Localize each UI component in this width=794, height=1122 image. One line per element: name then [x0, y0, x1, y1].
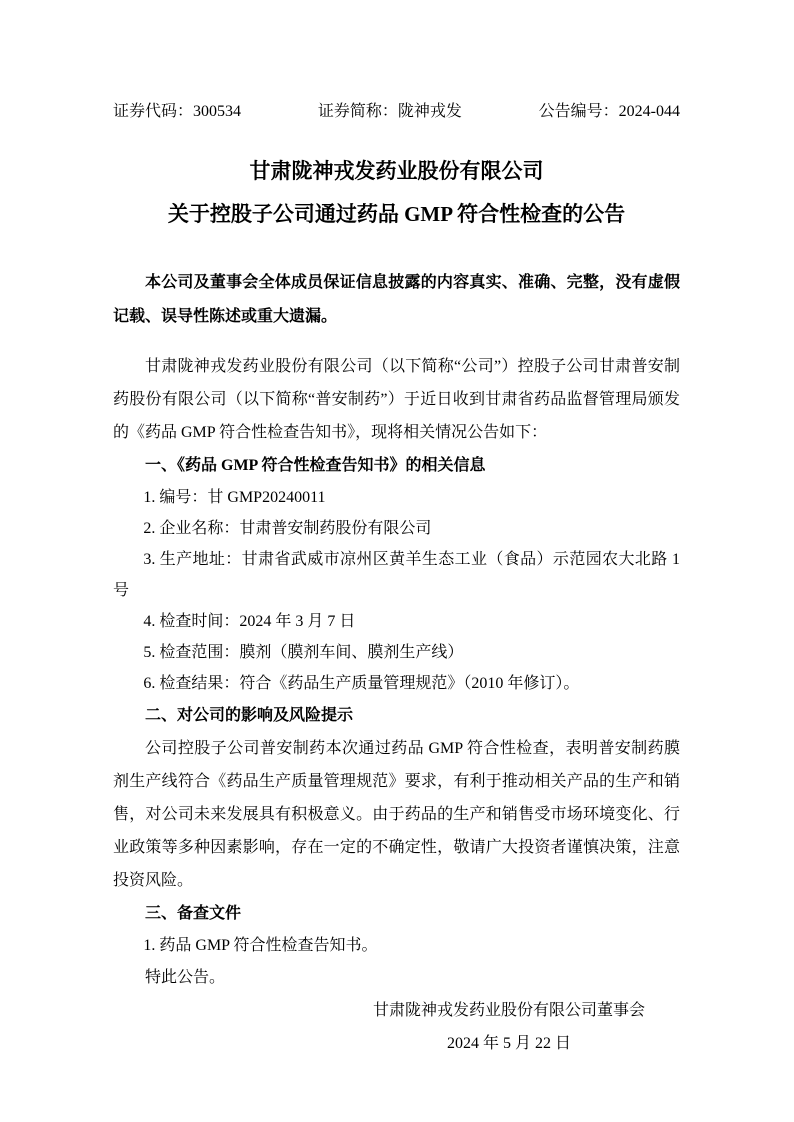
intro-paragraph: 甘肃陇神戎发药业股份有限公司（以下简称“公司”）控股子公司甘肃普安制药股份有限公司（以下简称“普安制药”）于近日收到甘肃省药品监督管理局颁发的《药品 GMP 符合性检查告知书》，现将相关情况公告如下： [113, 358, 680, 441]
section1-item-date: 4. 检查时间：2024 年 3 月 7 日 [143, 613, 356, 630]
signature-block [373, 994, 645, 1060]
section1-heading: 一、《药品 GMP 符合性检查告知书》的相关信息 [145, 457, 486, 474]
stock-code: 证券代码：300534 [113, 103, 242, 120]
section1-item-company: 2. 企业名称：甘肃普安制药股份有限公司 [143, 520, 432, 537]
section2-paragraph: 公司控股子公司普安制药本次通过药品 GMP 符合性检查，表明普安制药膜剂生产线符合《药品生产质量管理规范》要求，有利于推动相关产品的生产和销售，对公司未来发展具有积极意义。由于药品的生产和销售受市场环境变化、行业政策等多种因素影响，存在一定的不确定性，敬请广大投资者谨慎决策，注意投资风险。 [113, 740, 680, 889]
board-disclaimer: 本公司及董事会全体成员保证信息披露的内容真实、准确、完整，没有虚假记载、误导性陈述或重大遗漏。 [113, 274, 680, 325]
section2-heading: 二、对公司的影响及风险提示 [145, 707, 354, 724]
section1-item-address: 3. 生产地址：甘肃省武威市凉州区黄羊生态工业（食品）示范园农大北路 1 号 [113, 551, 680, 599]
section1-item-number: 1. 编号：甘 GMP20240011 [143, 489, 326, 506]
closing-statement: 特此公告。 [145, 969, 226, 986]
section3-heading: 三、备查文件 [145, 905, 242, 922]
signature-date: 2024 年 5 月 22 日 [446, 1035, 571, 1052]
company-name-title: 甘肃陇神戎发药业股份有限公司 [249, 159, 544, 183]
announcement-number: 公告编号：2024-044 [538, 103, 680, 120]
section1-item-result: 6. 检查结果：符合《药品生产质量管理规范》（2010 年修订）。 [143, 675, 580, 692]
signature-company: 甘肃陇神戎发药业股份有限公司董事会 [372, 1002, 645, 1019]
securities-header [113, 95, 680, 128]
section3-item-document: 1. 药品 GMP 符合性检查告知书。 [143, 937, 378, 954]
section1-item-scope: 5. 检查范围：膜剂（膜剂车间、膜剂生产线） [143, 644, 464, 661]
page-title [113, 150, 680, 236]
announcement-subject-title: 关于控股子公司通过药品 GMP 符合性检查的公告 [167, 202, 626, 226]
stock-short-name: 证券简称：陇神戎发 [317, 103, 462, 120]
